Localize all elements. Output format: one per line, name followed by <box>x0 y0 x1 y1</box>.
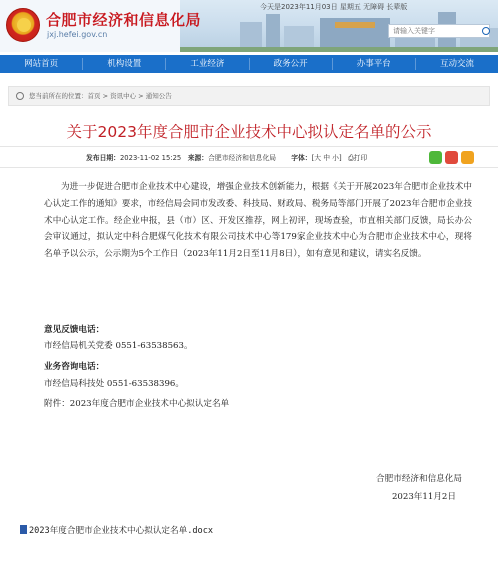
nav-item-services[interactable]: 办事平台 <box>356 59 391 69</box>
weibo-share-icon[interactable] <box>445 151 458 164</box>
share-buttons <box>429 151 474 164</box>
location-icon <box>16 92 24 100</box>
date-label: 发布日期： <box>86 154 120 162</box>
print-icon[interactable]: ⎙ <box>348 154 354 162</box>
search-icon[interactable] <box>482 27 490 35</box>
breadcrumb-separator: > <box>136 92 146 100</box>
site-header <box>0 0 498 52</box>
document-icon <box>20 525 27 534</box>
nav-item-industry[interactable]: 工业经济 <box>190 59 225 69</box>
print-button[interactable]: 打印 <box>353 154 368 162</box>
consult-phone: 市经信局科技处 0551-63538396。 <box>44 379 184 389</box>
attachment-link[interactable] <box>20 524 213 536</box>
site-url: jxj.hefei.gov.cn <box>47 30 108 39</box>
wechat-share-icon[interactable] <box>429 151 442 164</box>
source-label: 来源： <box>187 154 209 162</box>
national-emblem-icon[interactable] <box>6 8 40 42</box>
publish-date: 2023-11-02 15:25 <box>119 154 182 162</box>
article-source: 合肥市经济和信息化局 <box>208 154 277 162</box>
nav-item-interaction[interactable]: 互动交流 <box>439 59 474 69</box>
feedback-title: 意见反馈电话： <box>44 325 105 335</box>
article-paragraph: 为进一步促进合肥市企业技术中心建设，增强企业技术创新能力，根据《关于开展2023年合肥市企业技术中心认定工作的通知》要求，市经信局会同市发改委、科技局、财政局、税务局等部门开展了2023年合肥市企业技术中心认定工作。经企业申报，县（市）区、开发区推荐，网上初评，现场查验，市直相关部门反馈，局长办公会审议通过，拟认定中科合肥煤气化技术有限公司技术中心等179家企业技术中心为合肥市企业技术中心，现将名单予以公示，公示期为5个工作日（2023年11月2日至11月8日），如有意见和建议，请实名反馈。 <box>44 182 472 260</box>
nav-item-organization[interactable]: 机构设置 <box>107 59 142 69</box>
font-size-label: 字体： <box>291 154 312 162</box>
signature-org: 合肥市经济和信息化局 <box>376 474 462 484</box>
breadcrumb-separator: > <box>100 92 111 100</box>
site-title[interactable]: 合肥市经济和信息化局 <box>46 11 202 29</box>
signature-date: 2023年11月2日 <box>391 492 456 502</box>
attachment-note: 附件：2023年度合肥市企业技术中心拟认定名单 <box>44 399 230 409</box>
article-body <box>44 179 472 263</box>
consult-title: 业务咨询电话： <box>44 362 105 372</box>
top-info-bar[interactable]: 今天是2023年11月03日 星期五 无障碍 长辈版 <box>260 3 408 11</box>
attachment-filename[interactable]: 2023年度合肥市企业技术中心拟认定名单.docx <box>29 526 214 536</box>
nav-item-public-affairs[interactable]: 政务公开 <box>273 59 308 69</box>
breadcrumb <box>8 86 490 106</box>
article-meta <box>0 146 498 168</box>
main-nav <box>0 55 498 73</box>
breadcrumb-news-center[interactable]: 资讯中心 <box>110 92 137 100</box>
search-input[interactable] <box>388 24 490 38</box>
breadcrumb-home[interactable]: 首页 <box>87 92 101 100</box>
qq-share-icon[interactable] <box>461 151 474 164</box>
feedback-phone: 市经信局机关党委 0551-63538563。 <box>44 341 193 351</box>
article-title: 关于2023年度合肥市企业技术中心拟认定名单的公示 <box>66 123 432 141</box>
breadcrumb-notices[interactable]: 通知公告 <box>145 92 172 100</box>
font-size-switch[interactable]: [大 中 小] <box>311 154 342 162</box>
breadcrumb-prefix: 您当前所在的位置： <box>29 92 88 100</box>
nav-item-home[interactable]: 网站首页 <box>24 59 59 69</box>
